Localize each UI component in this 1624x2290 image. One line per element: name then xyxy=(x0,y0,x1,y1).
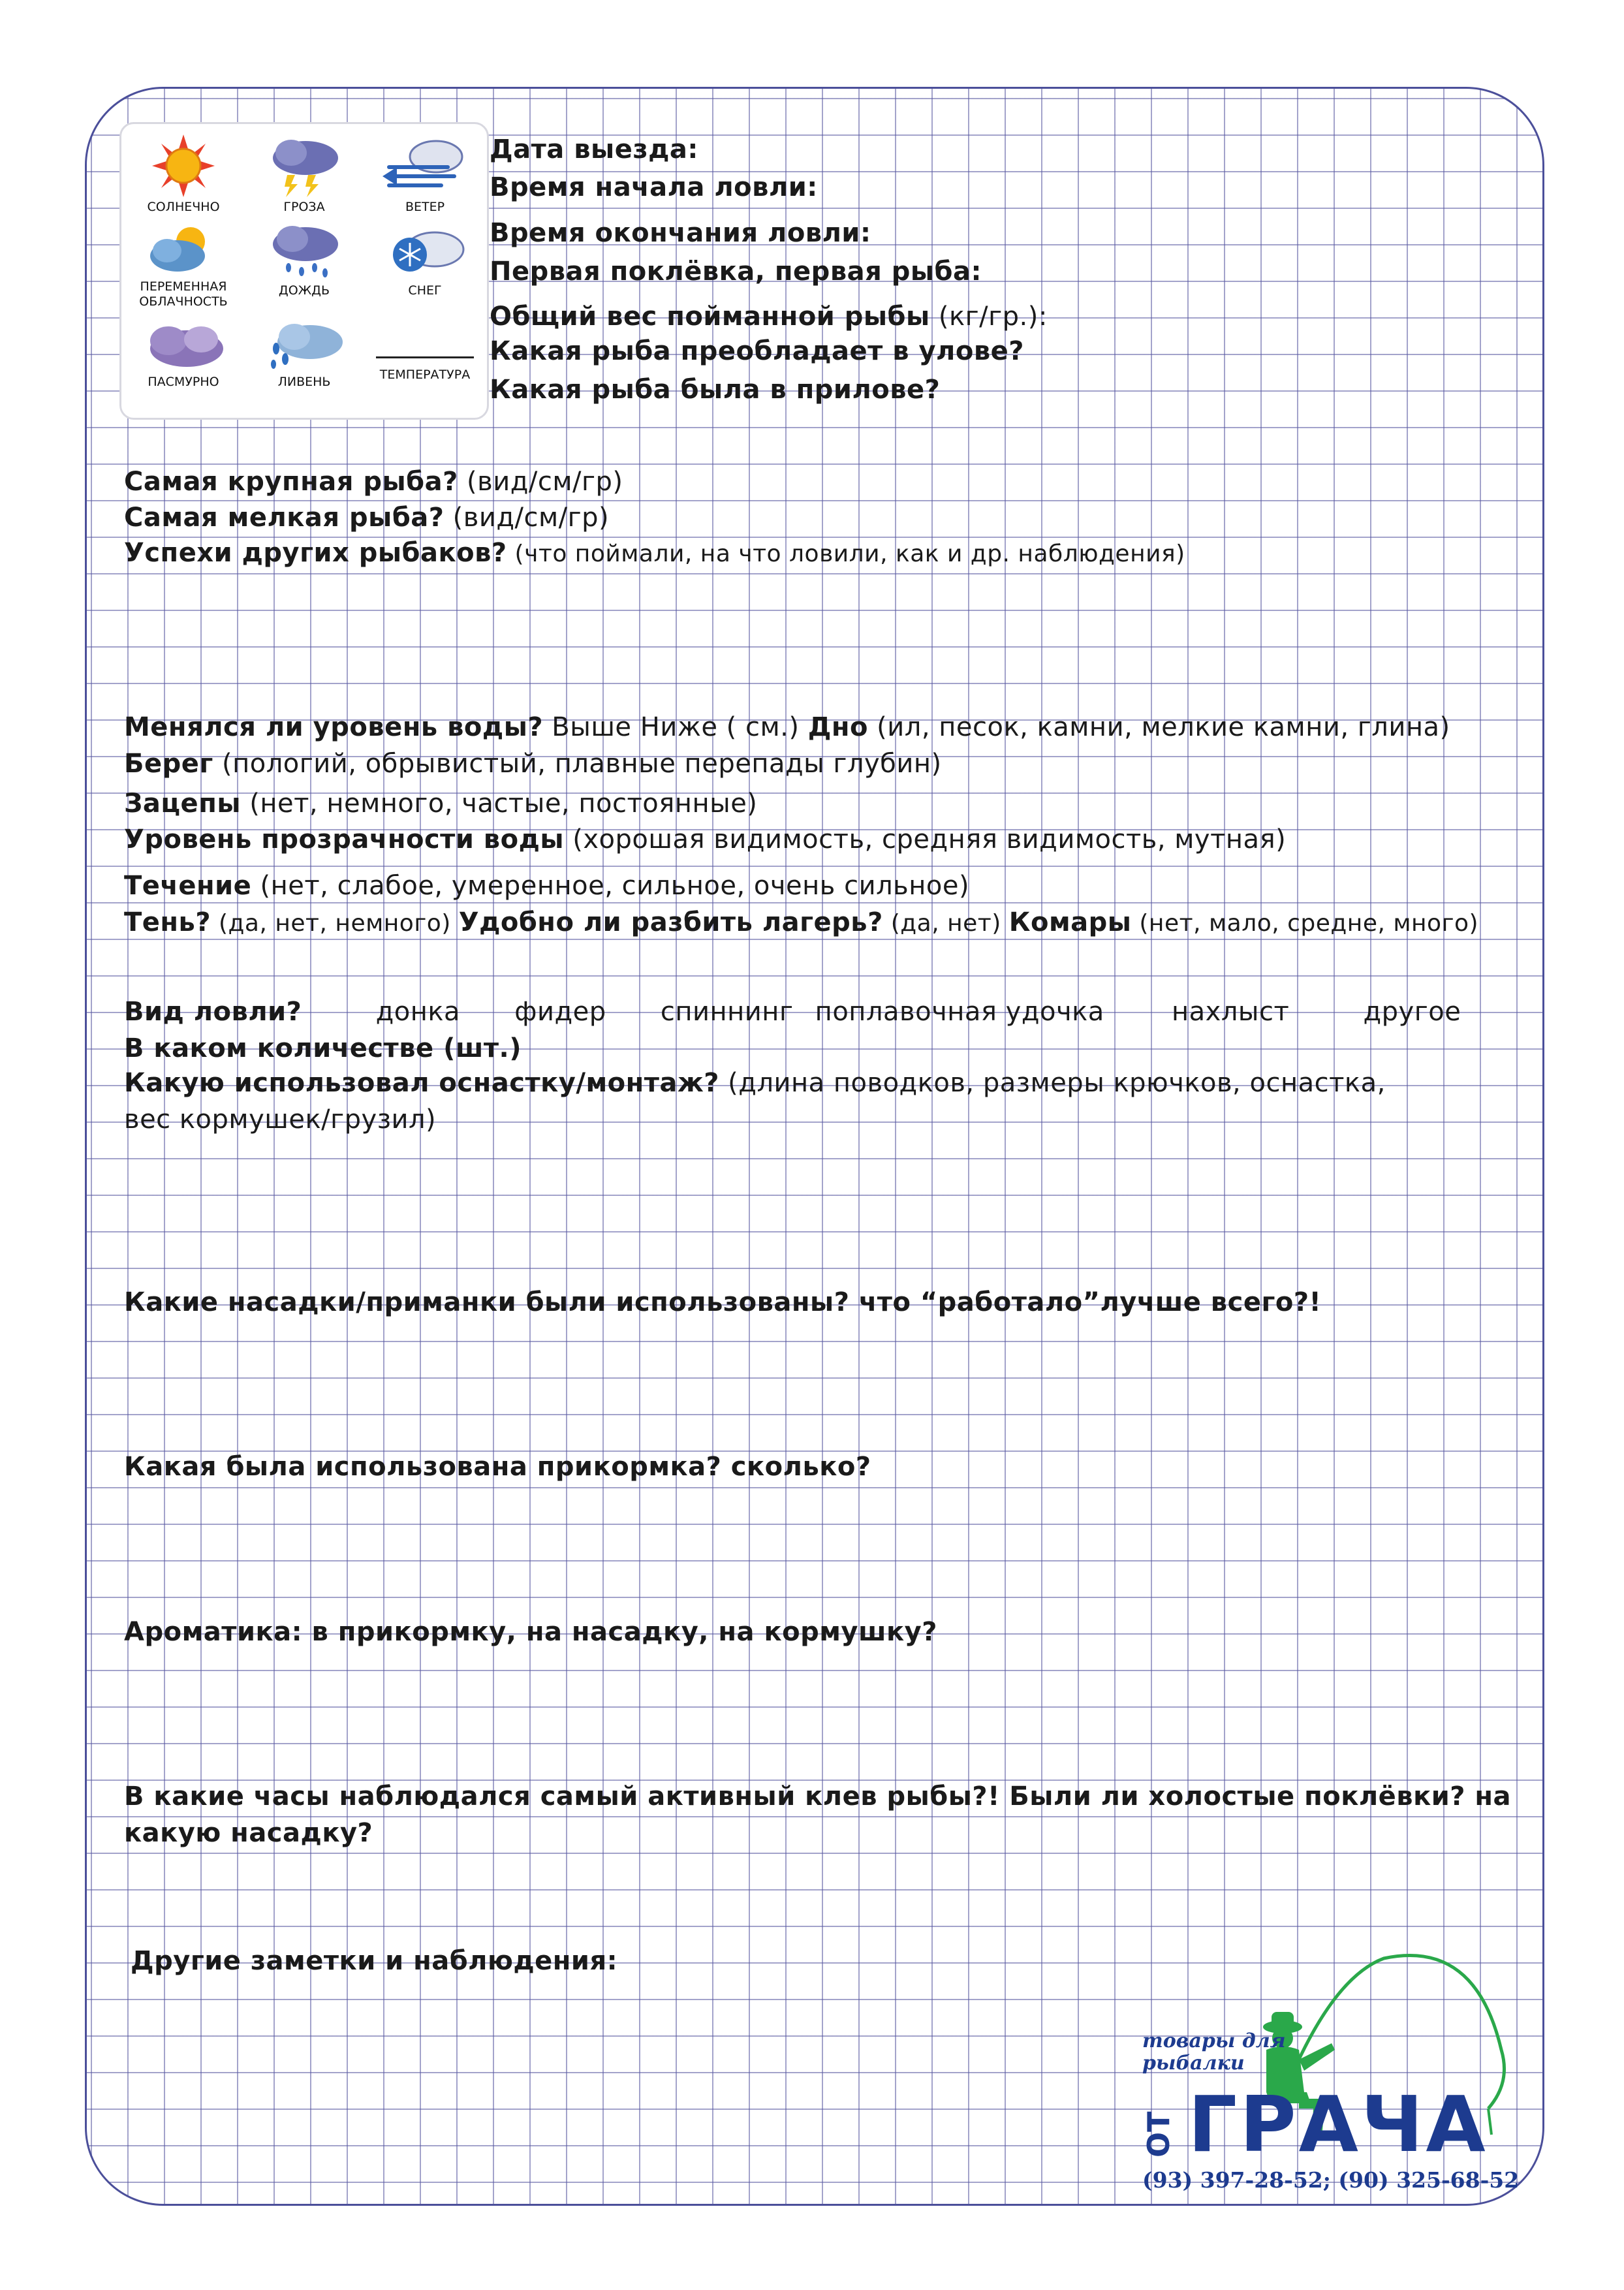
shore-label: Берег xyxy=(124,749,213,779)
smallest-fish-hint: (вид/см/гр) xyxy=(444,503,610,533)
baits-field xyxy=(124,1285,1321,1319)
other-anglers-field xyxy=(124,536,1185,571)
weather-shower-label: ЛИВЕНЬ xyxy=(277,375,331,389)
end-time-field xyxy=(490,216,871,250)
total-weight-units: (кг/гр.): xyxy=(929,302,1048,332)
quantity-field xyxy=(124,1031,522,1065)
water-level-options: Выше Ниже ( см.) xyxy=(543,712,808,742)
rig-hint: (длина поводков, размеры крючков, оснастка, xyxy=(719,1068,1386,1098)
mosquito-options: (нет, мало, средне, много) xyxy=(1131,910,1479,937)
weather-wind-label: ВЕТЕР xyxy=(405,200,445,214)
groundbait-field xyxy=(124,1450,871,1484)
shade-label: Тень? xyxy=(124,907,211,937)
option-spinning: спиннинг xyxy=(660,997,794,1027)
weather-sunny-label: СОЛНЕЧНО xyxy=(147,200,220,214)
bycatch-field xyxy=(490,373,940,407)
logo-tagline-1: товары для xyxy=(1142,2030,1286,2052)
weather-sunny xyxy=(128,134,239,215)
rig-label: Какую использовал оснастку/монтаж? xyxy=(124,1068,719,1098)
current-field xyxy=(124,869,969,903)
logo-brand-name: ГРАЧА xyxy=(1188,2079,1488,2169)
notes-field xyxy=(131,1944,617,1978)
shade-camp-mosquito-field xyxy=(124,905,1478,941)
logo-tagline-2: рыбалки xyxy=(1142,2052,1245,2075)
bottom-options: (ил, песок, камни, мелкие камни, глина) xyxy=(867,712,1450,742)
logo-phone: (93) 397-28-52; (90) 325-68-52 xyxy=(1142,2167,1520,2193)
logo-ot: ОТ xyxy=(1141,2111,1176,2157)
active-bite-field-2 xyxy=(124,1816,373,1850)
weather-snow xyxy=(369,222,480,298)
largest-fish-label: Самая крупная рыба? xyxy=(124,467,458,497)
weather-partly-cloudy xyxy=(128,222,239,309)
first-bite-field xyxy=(490,255,982,289)
smallest-fish-field xyxy=(124,501,609,535)
sun-icon xyxy=(151,134,216,197)
option-float-rod: поплавочная удочка xyxy=(815,997,1104,1027)
bottom-label: Дно xyxy=(807,712,868,742)
largest-fish-hint: (вид/см/гр) xyxy=(458,467,623,497)
aroma-field xyxy=(124,1615,937,1649)
weather-temperature-label: ТЕМПЕРАТУРА xyxy=(379,368,471,382)
camp-options: (да, нет) xyxy=(882,910,1009,937)
end-time-label: Время окончания ловли: xyxy=(490,218,871,248)
other-anglers-label: Успехи других рыбаков? xyxy=(124,538,507,568)
water-level-label: Менялся ли уровень воды? xyxy=(124,712,544,742)
active-bite-label: В какие часы наблюдался самый активный клев рыбы?! Были ли холостые поклёвки? на xyxy=(124,1781,1512,1812)
prevailing-fish-label: Какая рыба преобладает в улове? xyxy=(490,336,1024,366)
quantity-label: В каком количестве (шт.) xyxy=(124,1033,522,1063)
option-donka: донка xyxy=(375,997,461,1027)
weather-temperature xyxy=(369,320,480,383)
weather-overcast-label: ПАСМУРНО xyxy=(148,375,219,389)
weather-rain xyxy=(249,222,360,298)
date-field xyxy=(490,133,698,166)
baits-label: Какие насадки/приманки были использованы? что “работало”лучше всего?! xyxy=(124,1287,1322,1317)
fishing-type-field xyxy=(124,995,1461,1029)
aroma-label: Ароматика: в прикормку, на насадку, на кормушку? xyxy=(124,1617,937,1647)
option-fly: нахлыст xyxy=(1171,997,1290,1027)
brand-logo xyxy=(1136,1952,1540,2200)
snow-cloud-icon xyxy=(383,222,467,281)
rig-hint-2: вес кормушек/грузил) xyxy=(124,1105,437,1135)
notes-label: Другие заметки и наблюдения: xyxy=(131,1946,618,1976)
rain-cloud-icon xyxy=(265,222,343,281)
storm-cloud-icon xyxy=(265,134,343,197)
clarity-field xyxy=(124,823,1286,856)
active-bite-field xyxy=(124,1780,1511,1813)
option-other: другое xyxy=(1363,997,1461,1027)
other-anglers-hint: (что поймали, на что ловили, как и др. наблюдения) xyxy=(507,541,1185,567)
clarity-options: (хорошая видимость, средняя видимость, мутная) xyxy=(564,824,1287,855)
overcast-cloud-icon xyxy=(141,320,226,372)
groundbait-label: Какая была использована прикормка? сколько? xyxy=(124,1452,871,1482)
shore-field xyxy=(124,747,942,781)
weather-snow-label: СНЕГ xyxy=(408,283,442,298)
first-bite-label: Первая поклёвка, первая рыба: xyxy=(490,257,982,287)
weather-rain-label: ДОЖДЬ xyxy=(278,283,330,298)
weather-overcast xyxy=(128,320,239,390)
temperature-line xyxy=(376,356,474,358)
shade-options: (да, нет, немного) xyxy=(211,910,459,937)
snags-label: Зацепы xyxy=(124,789,241,819)
wind-icon xyxy=(383,134,467,197)
weather-wind xyxy=(369,134,480,215)
rig-field xyxy=(124,1066,1386,1100)
prevailing-fish-field xyxy=(490,334,1024,368)
total-weight-field xyxy=(490,300,1048,334)
fishing-type-label: Вид ловли? xyxy=(124,997,302,1027)
total-weight-label: Общий вес пойманной рыбы xyxy=(490,302,930,332)
weather-storm xyxy=(249,134,360,215)
weather-shower xyxy=(249,320,360,390)
start-time-label: Время начала ловли: xyxy=(490,172,818,202)
option-feeder: фидер xyxy=(514,997,606,1027)
shore-options: (пологий, обрывистый, плавные перепады глубин) xyxy=(213,749,942,779)
weather-partly-cloudy-label-1: ПЕРЕМЕННАЯ xyxy=(140,279,227,294)
clarity-label: Уровень прозрачности воды xyxy=(124,824,565,855)
weather-partly-cloudy-label-2: ОБЛАЧНОСТЬ xyxy=(139,294,228,309)
largest-fish-field xyxy=(124,465,623,499)
snags-field xyxy=(124,787,757,821)
date-label: Дата выезда: xyxy=(490,134,698,165)
current-label: Течение xyxy=(124,871,252,901)
snags-options: (нет, немного, частые, постоянные) xyxy=(241,789,758,819)
current-options: (нет, слабое, умеренное, сильное, очень сильное) xyxy=(251,871,970,901)
mosquito-label: Комары xyxy=(1008,907,1132,937)
rig-hint-continued xyxy=(124,1103,436,1137)
active-bite-label-2: какую насадку? xyxy=(124,1818,373,1848)
weather-storm-label: ГРОЗА xyxy=(283,200,325,214)
start-time-field xyxy=(490,170,818,204)
water-level-field xyxy=(124,710,1450,744)
weather-legend xyxy=(119,122,489,420)
shower-cloud-icon xyxy=(262,320,347,372)
bycatch-label: Какая рыба была в прилове? xyxy=(490,375,941,405)
partly-cloudy-icon xyxy=(148,222,219,277)
camp-label: Удобно ли разбить лагерь? xyxy=(458,907,883,937)
smallest-fish-label: Самая мелкая рыба? xyxy=(124,503,445,533)
